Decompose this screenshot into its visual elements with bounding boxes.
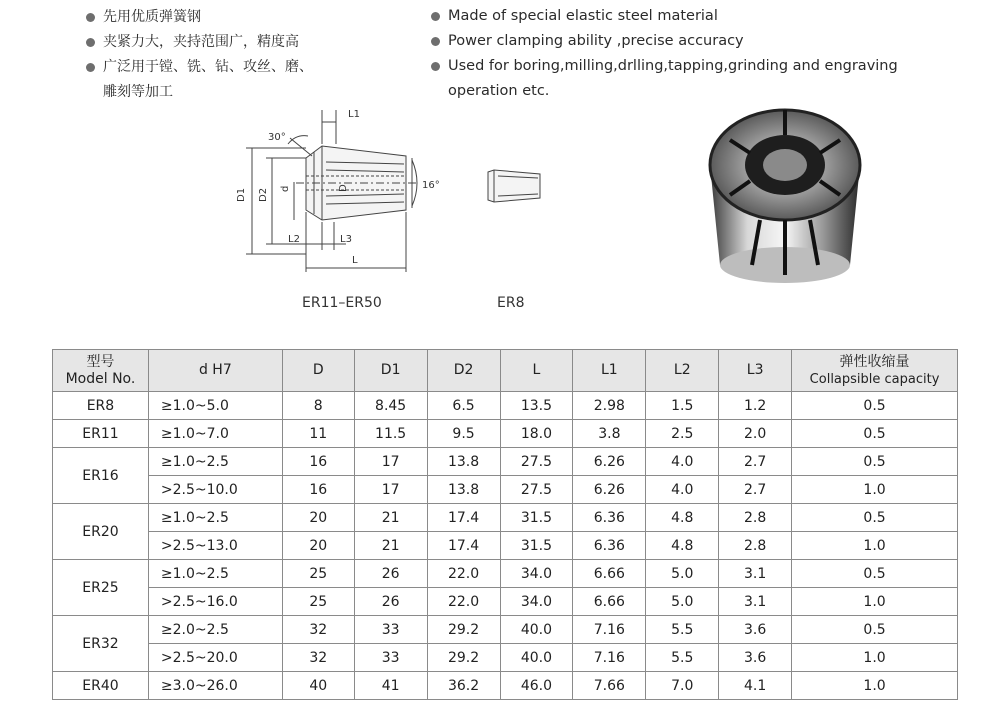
cell-d2: 6.5: [427, 392, 500, 420]
cell-cap: 1.0: [792, 644, 958, 672]
cell-d1: 33: [354, 644, 427, 672]
cell-l: 34.0: [500, 560, 573, 588]
cell-cap: 0.5: [792, 392, 958, 420]
cell-l: 18.0: [500, 420, 573, 448]
cell-l3: 2.8: [719, 532, 792, 560]
cell-d: 32: [282, 644, 354, 672]
cell-d2: 29.2: [427, 644, 500, 672]
cell-l: 31.5: [500, 504, 573, 532]
l3-label: L3: [340, 234, 352, 245]
cell-l1: 6.26: [573, 476, 646, 504]
cell-cap: 1.0: [792, 532, 958, 560]
cell-cap: 0.5: [792, 504, 958, 532]
cell-d2: 29.2: [427, 616, 500, 644]
table-row: [53, 392, 958, 420]
cell-l3: 3.1: [719, 588, 792, 616]
header-model: 型号 Model No.: [53, 350, 149, 392]
big-d-label: D: [338, 184, 349, 192]
cell-l1: 6.26: [573, 448, 646, 476]
er8-drawing: [484, 166, 544, 206]
cell-d1: 17: [354, 476, 427, 504]
cell-cap: 1.0: [792, 476, 958, 504]
cell-l1: 7.66: [573, 672, 646, 700]
header-D1: D1: [354, 350, 427, 392]
cell-l1: 2.98: [573, 392, 646, 420]
cell-d1: 8.45: [354, 392, 427, 420]
cell-l2: 4.8: [646, 532, 719, 560]
table-header-row: [53, 350, 958, 392]
cell-l: 34.0: [500, 588, 573, 616]
cell-d2: 22.0: [427, 588, 500, 616]
cell-l2: 5.5: [646, 644, 719, 672]
cell-d: 20: [282, 532, 354, 560]
cell-d: 25: [282, 588, 354, 616]
cell-d1: 11.5: [354, 420, 427, 448]
angle-16-label: 16°: [422, 180, 440, 191]
collet-photo: [690, 95, 880, 290]
l-label: L: [352, 255, 358, 266]
cell-l3: 3.6: [719, 616, 792, 644]
cell-dh7: >2.5~16.0: [148, 588, 282, 616]
cell-l3: 2.7: [719, 476, 792, 504]
cell-d1: 41: [354, 672, 427, 700]
bullet-icon: [431, 12, 440, 21]
table-row: [53, 504, 958, 532]
feature-en-item: Power clamping ability ,precise accuracy: [431, 29, 911, 54]
features-cn-list: [86, 5, 386, 105]
bullet-icon: [86, 13, 95, 22]
cell-d: 32: [282, 616, 354, 644]
cell-dh7: ≥3.0~26.0: [148, 672, 282, 700]
cell-d1: 33: [354, 616, 427, 644]
table-row: [53, 672, 958, 700]
feature-en-item: Made of special elastic steel material: [431, 4, 911, 29]
cell-l: 46.0: [500, 672, 573, 700]
cell-l: 40.0: [500, 616, 573, 644]
bullet-icon: [86, 38, 95, 47]
bullet-icon: [431, 37, 440, 46]
spec-table: [52, 349, 958, 700]
header-collapsible: 弹性收缩量 Collapsible capacity: [792, 350, 958, 392]
cell-l2: 5.5: [646, 616, 719, 644]
feature-en-item: Used for boring,milling,drlling,tapping,grinding and engraving: [431, 54, 911, 79]
angle-30-label: 30°: [268, 132, 286, 143]
header-D: D: [282, 350, 354, 392]
cell-l: 27.5: [500, 448, 573, 476]
cell-l2: 4.0: [646, 448, 719, 476]
cell-l1: 7.16: [573, 616, 646, 644]
cell-l2: 4.0: [646, 476, 719, 504]
header-L3: L3: [719, 350, 792, 392]
cell-dh7: ≥1.0~5.0: [148, 392, 282, 420]
cell-d: 8: [282, 392, 354, 420]
cell-l: 31.5: [500, 532, 573, 560]
cell-l2: 5.0: [646, 588, 719, 616]
cell-l1: 6.36: [573, 532, 646, 560]
cell-model: ER32: [53, 616, 149, 672]
cell-dh7: ≥1.0~2.5: [148, 504, 282, 532]
cell-l2: 2.5: [646, 420, 719, 448]
cell-cap: 0.5: [792, 560, 958, 588]
cell-dh7: >2.5~13.0: [148, 532, 282, 560]
cell-model: ER8: [53, 392, 149, 420]
l1-label: L1: [348, 109, 360, 120]
cell-l3: 1.2: [719, 392, 792, 420]
bullet-icon: [431, 62, 440, 71]
cell-l1: 3.8: [573, 420, 646, 448]
feature-cn-continuation: 雕刻等加工: [103, 84, 173, 100]
cell-dh7: ≥1.0~7.0: [148, 420, 282, 448]
d-label: d: [280, 185, 291, 192]
header-L: L: [500, 350, 573, 392]
cell-l3: 2.0: [719, 420, 792, 448]
cell-l3: 3.1: [719, 560, 792, 588]
cell-dh7: ≥2.0~2.5: [148, 616, 282, 644]
header-D2: D2: [427, 350, 500, 392]
cell-d: 25: [282, 560, 354, 588]
cell-l2: 4.8: [646, 504, 719, 532]
cell-l3: 2.7: [719, 448, 792, 476]
cell-l1: 6.36: [573, 504, 646, 532]
cell-d2: 13.8: [427, 476, 500, 504]
cell-d: 11: [282, 420, 354, 448]
cell-d: 16: [282, 476, 354, 504]
table-row: [53, 420, 958, 448]
cell-cap: 0.5: [792, 448, 958, 476]
cell-model: ER11: [53, 420, 149, 448]
table-row: [53, 532, 958, 560]
cell-l3: 4.1: [719, 672, 792, 700]
feature-en-continuation: operation etc.: [448, 83, 550, 99]
cell-l2: 5.0: [646, 560, 719, 588]
cell-d: 40: [282, 672, 354, 700]
cell-model: ER16: [53, 448, 149, 504]
cell-dh7: >2.5~20.0: [148, 644, 282, 672]
cell-cap: 0.5: [792, 616, 958, 644]
table-row: [53, 644, 958, 672]
cell-cap: 1.0: [792, 672, 958, 700]
cell-d1: 26: [354, 588, 427, 616]
collet-technical-drawing: [236, 100, 456, 280]
table-row: [53, 616, 958, 644]
cell-d2: 22.0: [427, 560, 500, 588]
cell-model: ER25: [53, 560, 149, 616]
cell-dh7: ≥1.0~2.5: [148, 448, 282, 476]
cell-dh7: >2.5~10.0: [148, 476, 282, 504]
cell-l: 40.0: [500, 644, 573, 672]
cell-l3: 3.6: [719, 644, 792, 672]
header-L1: L1: [573, 350, 646, 392]
cell-l3: 2.8: [719, 504, 792, 532]
feature-cn-item: 夹紧力大，夹持范围广，精度高: [86, 30, 386, 55]
cell-model: ER20: [53, 504, 149, 560]
features-en-list: [431, 4, 911, 104]
cell-model: ER40: [53, 672, 149, 700]
cell-d2: 36.2: [427, 672, 500, 700]
cell-d1: 21: [354, 532, 427, 560]
cell-d: 16: [282, 448, 354, 476]
table-row: [53, 476, 958, 504]
table-row: [53, 588, 958, 616]
caption-er8: ER8: [497, 295, 525, 311]
table-row: [53, 560, 958, 588]
cell-d: 20: [282, 504, 354, 532]
header-dh7: d H7: [148, 350, 282, 392]
cell-d1: 17: [354, 448, 427, 476]
cell-d2: 9.5: [427, 420, 500, 448]
caption-er11-er50: ER11–ER50: [302, 295, 382, 311]
feature-cn-item: 先用优质弹簧钢: [86, 5, 386, 30]
cell-d2: 17.4: [427, 504, 500, 532]
l2-label: L2: [288, 234, 300, 245]
cell-l2: 7.0: [646, 672, 719, 700]
d1-label: D1: [236, 187, 247, 202]
table-row: [53, 448, 958, 476]
cell-l1: 6.66: [573, 588, 646, 616]
cell-d1: 26: [354, 560, 427, 588]
bullet-icon: [86, 63, 95, 72]
cell-cap: 0.5: [792, 420, 958, 448]
cell-cap: 1.0: [792, 588, 958, 616]
cell-l: 13.5: [500, 392, 573, 420]
feature-cn-item: 广泛用于镗、铣、钻、攻丝、磨、: [86, 55, 386, 80]
cell-l: 27.5: [500, 476, 573, 504]
cell-d2: 17.4: [427, 532, 500, 560]
header-L2: L2: [646, 350, 719, 392]
cell-dh7: ≥1.0~2.5: [148, 560, 282, 588]
cell-l1: 7.16: [573, 644, 646, 672]
cell-d2: 13.8: [427, 448, 500, 476]
d2-label: D2: [258, 187, 269, 202]
cell-d1: 21: [354, 504, 427, 532]
cell-l2: 1.5: [646, 392, 719, 420]
cell-l1: 6.66: [573, 560, 646, 588]
